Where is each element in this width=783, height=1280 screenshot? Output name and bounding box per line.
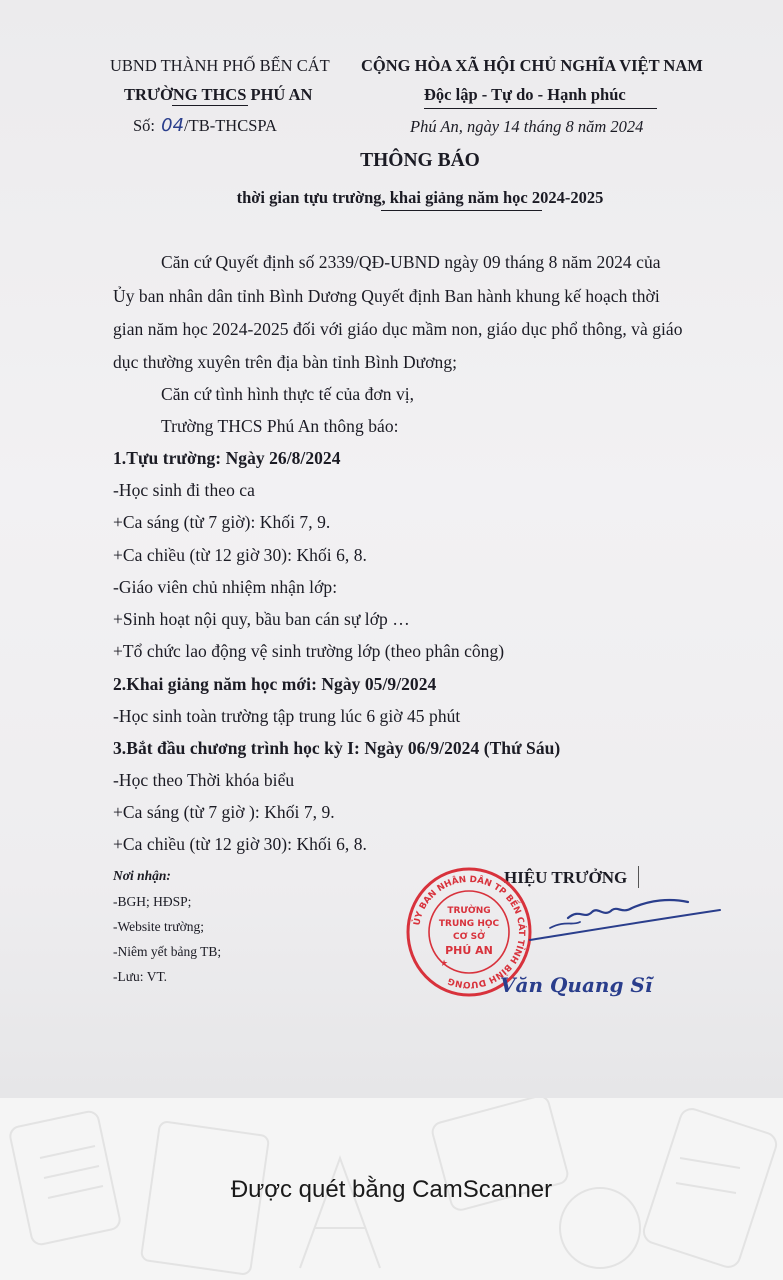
- stamp-line: CƠ SỞ: [453, 932, 485, 942]
- list-item: -Học sinh đi theo ca: [113, 480, 255, 500]
- list-item: +Ca sáng (từ 7 giờ): Khối 7, 9.: [113, 512, 331, 532]
- recipient-item: -Website trường;: [113, 919, 204, 934]
- stamp-outer-text: ỦY BAN NHÂN DÂN TP BẾN CÁT TỈNH BÌNH DƯƠNG: [412, 874, 527, 990]
- school-name-underline: [172, 105, 248, 106]
- scanner-watermark-footer: [0, 1098, 783, 1280]
- document-number: [133, 115, 277, 136]
- document-subtitle: thời gian tựu trường, khai giảng năm học 2024-2025: [236, 188, 604, 207]
- recipient-item: -BGH; HĐSP;: [113, 894, 192, 909]
- subtitle-underline: [381, 210, 542, 211]
- paragraph-line: gian năm học 2024-2025 đối với giáo dục mầm non, giáo dục phổ thông, và giáo: [113, 319, 683, 339]
- list-item: -Học sinh toàn trường tập trung lúc 6 giờ 45 phút: [113, 706, 461, 726]
- paragraph-line: Ủy ban nhân dân tỉnh Bình Dương Quyết định Ban hành khung kế hoạch thời: [113, 286, 660, 306]
- document-title: THÔNG BÁO: [360, 150, 480, 171]
- signer-name: Văn Quang Sĩ: [500, 973, 653, 997]
- paragraph-line: Căn cứ tình hình thực tế của đơn vị,: [161, 384, 415, 404]
- document-number-prefix: Số:: [133, 116, 156, 135]
- list-item: +Ca sáng (từ 7 giờ ): Khối 7, 9.: [113, 802, 335, 822]
- place-and-date: Phú An, ngày 14 tháng 8 năm 2024: [410, 117, 644, 136]
- stamp-line: TRƯỜNG: [447, 906, 491, 916]
- paragraph-line: Căn cứ Quyết định số 2339/QĐ-UBND ngày 09 tháng 8 năm 2024 của: [161, 252, 661, 272]
- motto-underline: [424, 108, 657, 109]
- school-name: TRƯỜNG THCS PHÚ AN: [124, 85, 313, 104]
- list-item: +Tổ chức lao động vệ sinh trường lớp (theo phân công): [113, 641, 505, 661]
- stamp-star-icon: ★: [439, 958, 449, 968]
- recipient-item: -Niêm yết bảng TB;: [113, 944, 222, 959]
- camscanner-label: Được quét bằng CamScanner: [230, 1176, 553, 1203]
- stamp-line: PHÚ AN: [445, 944, 493, 957]
- document-number-suffix: /TB-THCSPA: [184, 116, 277, 135]
- recipients-label: Nơi nhận:: [113, 868, 171, 883]
- list-item: +Ca chiều (từ 12 giờ 30): Khối 6, 8.: [113, 545, 367, 565]
- national-motto: Độc lập - Tự do - Hạnh phúc: [424, 85, 626, 104]
- list-item: -Giáo viên chủ nhiệm nhận lớp:: [113, 577, 338, 597]
- nation-name: CỘNG HÒA XÃ HỘI CHỦ NGHĨA VIỆT NAM: [361, 56, 703, 75]
- issuing-authority: UBND THÀNH PHỐ BẾN CÁT: [110, 56, 330, 75]
- recipient-item: -Lưu: VT.: [113, 969, 168, 984]
- section-heading: 2.Khai giảng năm học mới: Ngày 05/9/2024: [113, 674, 437, 694]
- list-item: +Sinh hoạt nội quy, bầu ban cán sự lớp …: [113, 609, 410, 629]
- stamp-line: TRUNG HỌC: [438, 919, 500, 929]
- handwritten-signature-icon: [520, 880, 725, 955]
- signer-title: HIỆU TRƯỞNG: [504, 868, 628, 887]
- document-number-handwritten: 04: [161, 115, 185, 136]
- paragraph-line: dục thường xuyên trên địa bàn tỉnh Bình Dương;: [113, 352, 458, 372]
- section-heading: 3.Bắt đầu chương trình học kỳ I: Ngày 06/9/2024 (Thứ Sáu): [113, 738, 561, 758]
- section-heading: 1.Tựu trường: Ngày 26/8/2024: [113, 448, 341, 468]
- list-item: -Học theo Thời khóa biểu: [113, 770, 295, 790]
- list-item: +Ca chiều (từ 12 giờ 30): Khối 6, 8.: [113, 834, 367, 854]
- paragraph-line: Trường THCS Phú An thông báo:: [161, 416, 399, 436]
